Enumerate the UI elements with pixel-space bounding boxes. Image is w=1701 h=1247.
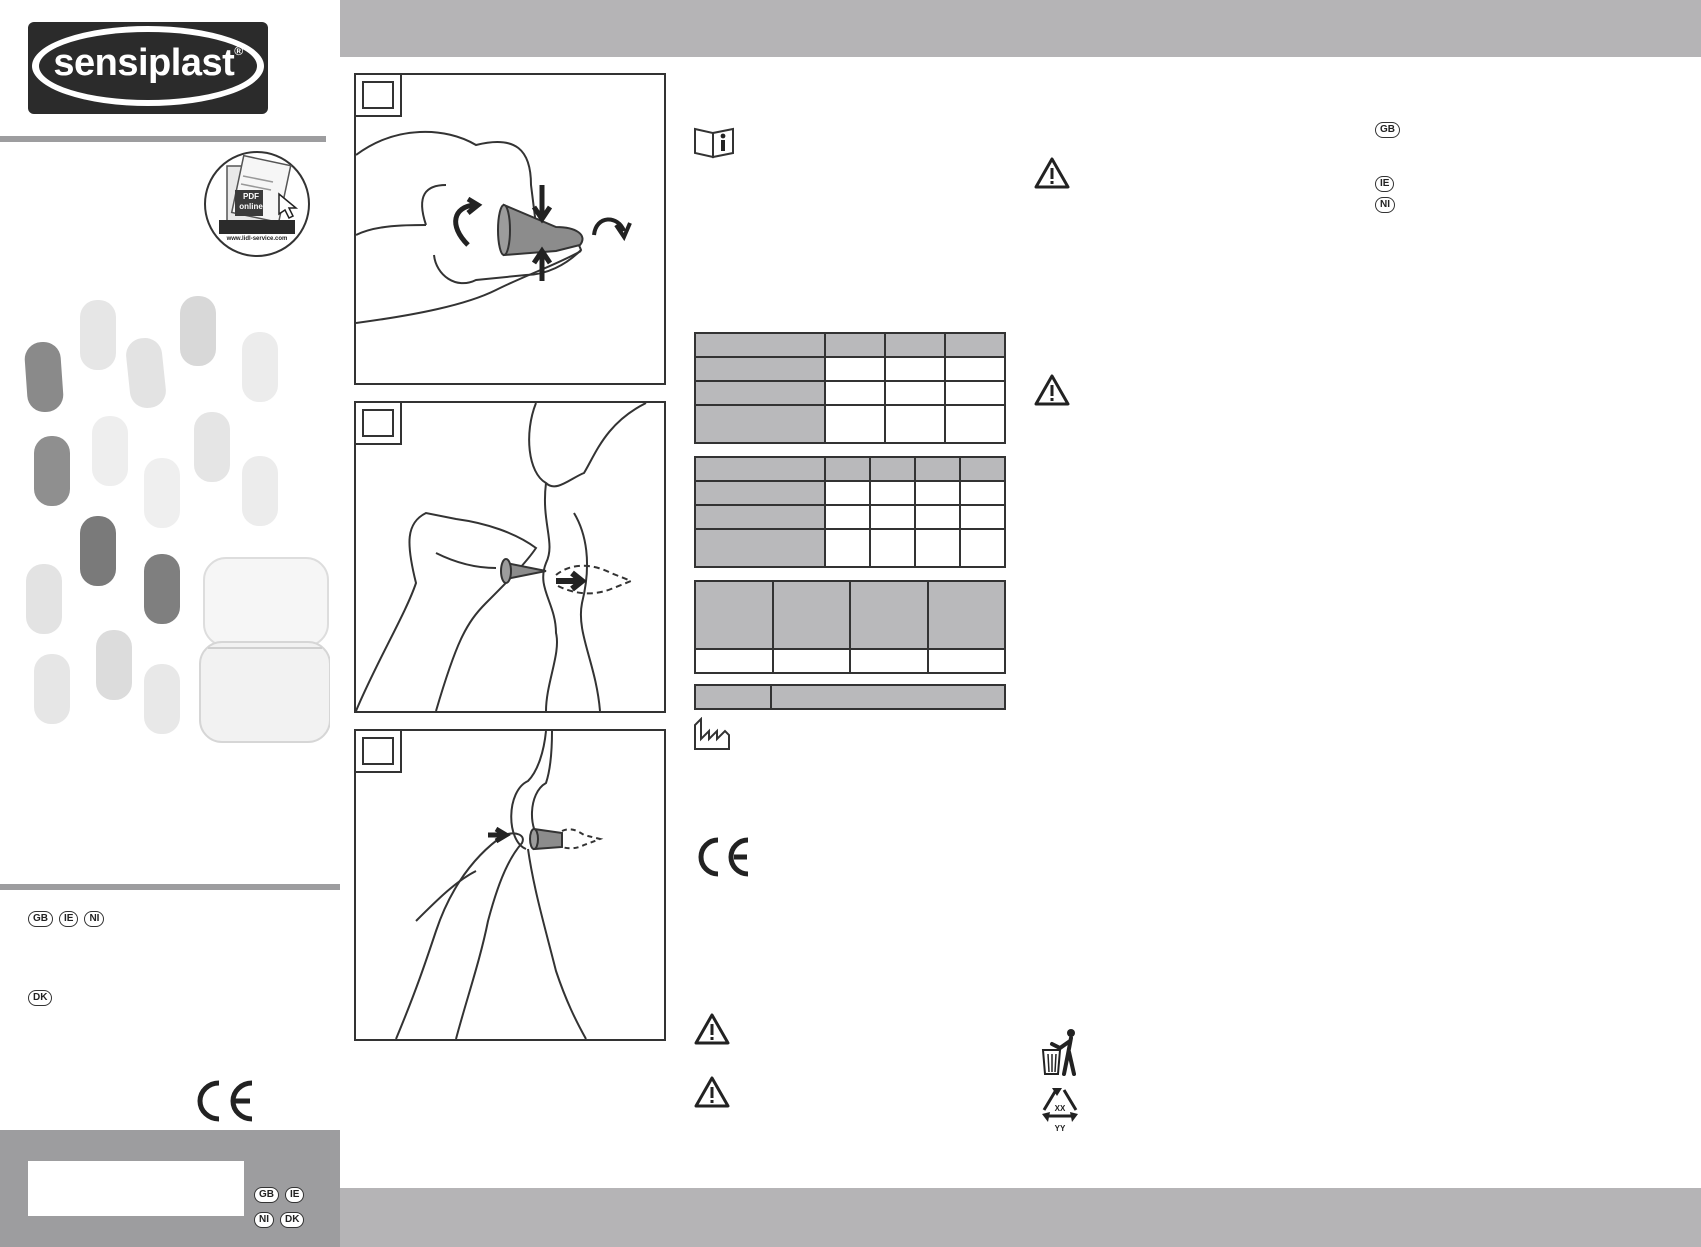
pdf-label: PDF: [243, 192, 259, 201]
recycle-code-bottom: YY: [1054, 1124, 1066, 1133]
brand-logo: [28, 22, 268, 114]
registered-mark: ®: [234, 44, 243, 58]
country-badges-dk: [28, 987, 58, 1006]
right-badge-stack: [1375, 173, 1401, 213]
footer-badge-ni: NI: [254, 1212, 274, 1228]
warning-triangle-icon: [1034, 374, 1070, 406]
logo-text: sensiplast: [53, 42, 235, 84]
badge-gb: GB: [28, 911, 53, 927]
snr-table: [694, 580, 1006, 674]
step-panel-3: [354, 729, 666, 1041]
footer-badge-ie: IE: [285, 1187, 304, 1203]
pdf-online-badge: [203, 150, 311, 258]
divider-top: [0, 136, 326, 142]
divider-bottom: [0, 884, 340, 890]
rating-table: [694, 684, 1006, 710]
ce-mark-icon: [192, 1078, 256, 1124]
right-badge-ni: NI: [1375, 197, 1395, 213]
footer-badge-dk: DK: [280, 1212, 304, 1228]
manufacturer-factory-icon: [693, 717, 731, 751]
badge-dk: DK: [28, 990, 52, 1006]
footer-badge-gb: GB: [254, 1187, 279, 1203]
warning-triangle-icon: [694, 1013, 730, 1045]
recycle-code-top: XX: [1054, 1104, 1066, 1113]
step-panel-2: [354, 401, 666, 713]
service-url: www.lidl-service.com: [226, 236, 288, 242]
recycling-icon: [1038, 1086, 1082, 1134]
product-photo: [20, 292, 330, 752]
warning-triangle-icon: [694, 1076, 730, 1108]
attenuation-table-2: [694, 456, 1006, 568]
badge-ni: NI: [84, 911, 104, 927]
cover-column: [0, 0, 340, 1247]
right-badge-ie: IE: [1375, 176, 1394, 192]
step-panel-1: [354, 73, 666, 385]
ce-mark-icon: [694, 836, 752, 878]
bottom-band: [340, 1188, 1701, 1247]
warning-triangle-icon: [1034, 157, 1070, 189]
top-band: [340, 0, 1701, 57]
footer-badges: [254, 1184, 326, 1228]
badge-ie: IE: [59, 911, 78, 927]
online-label: online: [239, 202, 263, 211]
waste-bin-icon: [1040, 1028, 1080, 1076]
right-badge-gb: GB: [1375, 122, 1400, 138]
right-badge-gb-wrap: [1375, 119, 1406, 138]
article-label-box: [28, 1161, 244, 1216]
attenuation-table-1: [694, 332, 1006, 444]
country-badges-en: [28, 908, 110, 927]
info-manual-icon: [693, 125, 735, 159]
